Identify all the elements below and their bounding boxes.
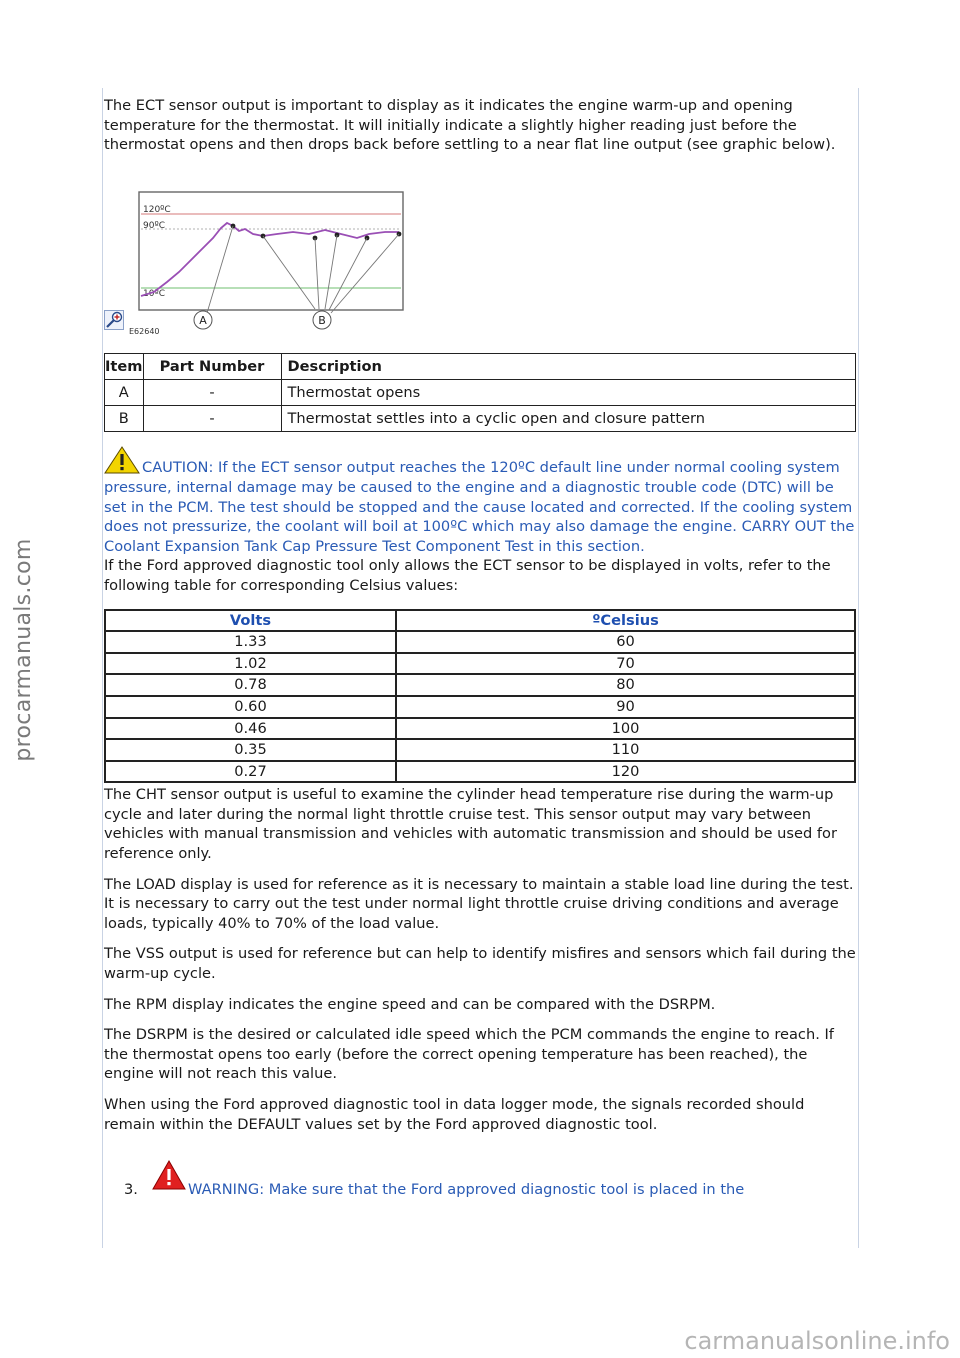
parts-table-header-row: [105, 354, 856, 380]
figure-callout-b: B: [317, 313, 326, 327]
step-number: 3.: [124, 1181, 138, 1199]
data-logger-paragraph: When using the Ford approved diagnostic tool in data logger mode, the signals recorded should remain within the DEFAULT values set by the Ford approved diagnostic tool.: [104, 1096, 805, 1133]
figure-label-120: 120ºC: [142, 204, 171, 215]
step-3: [104, 1160, 856, 1200]
figure-label-90: 90ºC: [142, 220, 165, 231]
parts-header-description: Description: [281, 354, 855, 380]
figure-label-10: 10ºC: [142, 288, 165, 299]
zoom-in-icon[interactable]: [104, 310, 124, 330]
side-watermark-text: procarmanuals.com: [11, 538, 37, 762]
load-paragraph: The LOAD display is used for reference as it is necessary to maintain a stable load line during the test. It is necessary to carry out the test under normal light throttle cruise driving conditions and average loads, typically 40% to 70% of the load value.: [104, 875, 854, 932]
volts-table-header-row: [105, 610, 855, 632]
table-row: [105, 653, 855, 675]
celsius-header: ºCelsius: [396, 610, 855, 632]
celsius-cell: 100: [396, 718, 855, 740]
volts-cell: 0.35: [105, 739, 396, 761]
warning-triangle-icon: [152, 1160, 186, 1190]
ect-intro-paragraph: The ECT sensor output is important to display as it indicates the engine warm-up and opening temperature for the thermostat. It will initially indicate a slightly higher reading just before the thermostat opens and then drops back before settling to a near flat line output (see graphic below).: [104, 97, 836, 154]
right-margin-rule: [858, 88, 859, 1248]
figure-callout-a: A: [198, 313, 207, 327]
warning-text: WARNING: Make sure that the Ford approved diagnostic tool is placed in the: [188, 1181, 745, 1199]
celsius-cell: 80: [396, 674, 855, 696]
parts-cell-part-number: -: [143, 406, 281, 432]
table-row: [105, 406, 856, 432]
caution-text: CAUTION: If the ECT sensor output reaches the 120ºC default line under normal cooling system pressure, internal damage may be caused to the engine and a diagnostic trouble code (DTC) will be set in the PCM. The test should be stopped and the cause located and corrected. If the cooling system does not pressurize, the coolant will boil at 100ºC which may also damage the engine. CARRY OUT the Coolant Expansion Tank Cap Pressure Test Component Test in this section.: [104, 459, 855, 555]
table-row: [105, 696, 855, 718]
volts-cell: 1.02: [105, 653, 396, 675]
volts-celsius-table: [104, 609, 856, 784]
left-margin-rule: [102, 88, 103, 1248]
volts-cell: 0.46: [105, 718, 396, 740]
caution-triangle-icon: [104, 446, 140, 474]
parts-cell-description: Thermostat settles into a cyclic open and closure pattern: [281, 406, 855, 432]
table-row: [105, 674, 855, 696]
parts-header-item: Item: [105, 354, 144, 380]
table-row: [105, 380, 856, 406]
caution-note: [104, 446, 856, 556]
rpm-paragraph: The RPM display indicates the engine speed and can be compared with the DSRPM.: [104, 995, 716, 1013]
volts-cell: 0.60: [105, 696, 396, 718]
parts-cell-part-number: -: [143, 380, 281, 406]
table-row: [105, 631, 855, 653]
celsius-cell: 60: [396, 631, 855, 653]
celsius-cell: 90: [396, 696, 855, 718]
table-row: [105, 739, 855, 761]
volts-header: Volts: [105, 610, 396, 632]
celsius-cell: 70: [396, 653, 855, 675]
volts-intro-paragraph: If the Ford approved diagnostic tool only allows the ECT sensor to be displayed in volts, refer to the following table for corresponding Celsius values:: [104, 557, 831, 594]
table-row: [105, 718, 855, 740]
parts-cell-item: B: [105, 406, 144, 432]
side-watermark: [4, 520, 44, 780]
volts-cell: 0.78: [105, 674, 396, 696]
figure-code: E62640: [128, 326, 160, 336]
celsius-cell: 120: [396, 761, 855, 783]
parts-header-part-number: Part Number: [143, 354, 281, 380]
parts-cell-description: Thermostat opens: [281, 380, 855, 406]
volts-cell: 0.27: [105, 761, 396, 783]
cht-paragraph: The CHT sensor output is useful to examine the cylinder head temperature rise during the warm-up cycle and later during the normal light throttle cruise test. This sensor output may vary between vehicles with manual transmission and vehicles with automatic transmission and should be used for reference only.: [104, 786, 837, 863]
parts-cell-item: A: [105, 380, 144, 406]
volts-cell: 1.33: [105, 631, 396, 653]
parts-table: [104, 353, 856, 432]
bottom-watermark: carmanualsonline.info: [684, 1327, 950, 1356]
table-row: [105, 761, 855, 783]
thermostat-temperature-graphic: [129, 168, 409, 336]
celsius-cell: 110: [396, 739, 855, 761]
vss-paragraph: The VSS output is used for reference but can help to identify misfires and sensors which fail during the warm-up cycle.: [104, 945, 856, 983]
document-content: [104, 96, 856, 1200]
dsrpm-paragraph: The DSRPM is the desired or calculated idle speed which the PCM commands the engine to reach. If the thermostat opens too early (before the correct opening temperature has been reached), the engine will not reach this value.: [104, 1026, 834, 1083]
